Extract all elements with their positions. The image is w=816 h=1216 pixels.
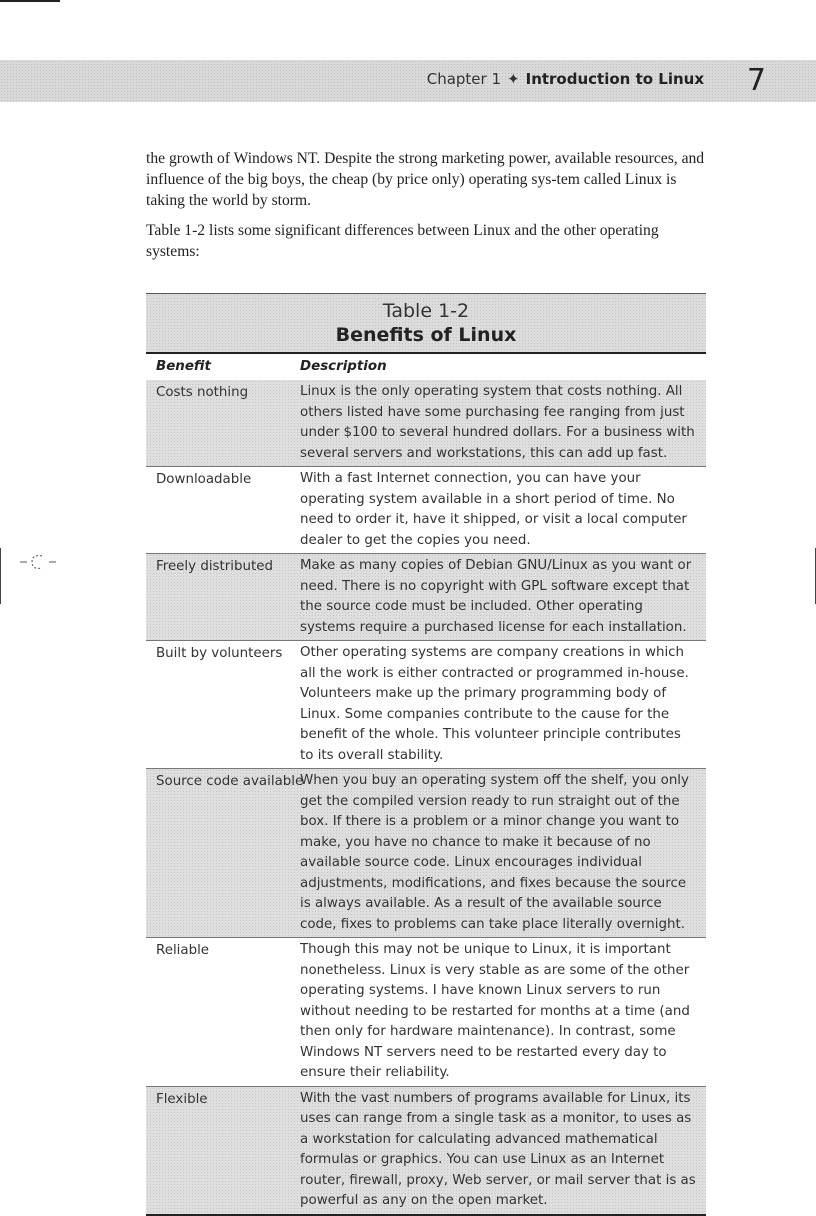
description-cell: With a fast Internet connection, you can have your operating system available in a short period of time. No need to order it, have it shipped, or visit a local computer dealer to get the copies you need. [300, 471, 687, 548]
table-number: Table 1-2 [382, 300, 470, 322]
column-header-benefit: Benefit [156, 359, 211, 374]
registration-mark-icon [18, 552, 58, 572]
column-header-description: Description [300, 359, 387, 374]
table-body [146, 380, 706, 1216]
description-cell: Linux is the only operating system that costs nothing. All others listed have some purchasing fee ranging from just under $100 to several hundred dollars. For a business with several servers and workstations, this can add up fast. [300, 384, 695, 461]
table-caption [146, 293, 706, 354]
table-row [146, 769, 706, 938]
left-crop-mark [0, 548, 1, 604]
chapter-label: Chapter 1 [426, 70, 502, 88]
top-crop-rule [0, 0, 60, 2]
description-cell: With the vast numbers of programs available for Linux, its uses can range from a single task as a monitor, to uses as a workstation for calculating advanced mathematical formulas or graphics. You can use Linux as an Internet router, firewall, proxy, Web server, or mail server that is as powerful as any on the open market. [300, 1090, 696, 1208]
description-cell: Other operating systems are company creations in which all the work is either contracted or programmed in-house. Volunteers make up the primary programming body of Linux. Some companies contribute to the cause for the benefit of the whole. This volunteer principle contributes to its overall stability. [300, 645, 689, 763]
table-row [146, 1087, 706, 1214]
table-row [146, 380, 706, 467]
benefit-cell: Built by volunteers [156, 646, 283, 661]
description-cell: When you buy an operating system off the shelf, you only get the compiled version ready to run straight out of the box. If there is a problem or a minor change you want to make, you have no chance to make it because of no available source code. Linux encourages individual adjustments, modifications, and fixes because the source is always available. As a result of the available source code, fixes to problems can take place literally overnight. [300, 773, 689, 932]
description-cell: Though this may not be unique to Linux, it is important nonetheless. Linux is very stable as are some of the other operating systems. I have known Linux servers to run without needing to be restarted for months at a time (and then only for hardware maintenance). In contrast, some Windows NT servers need to be restarted every day to ensure their reliability. [300, 942, 690, 1080]
description-cell: Make as many copies of Debian GNU/Linux as you want or need. There is no copyright with GPL software except that the source code must be included. Other operating systems require a purchased license for each installation. [300, 558, 692, 635]
benefit-cell: Costs nothing [156, 385, 249, 400]
table-column-headers [146, 356, 706, 380]
table-row [146, 554, 706, 641]
body-paragraph: the growth of Windows NT. Despite the strong marketing power, available resources, and influence of the big boys, the cheap (by price only) operating sys-tem called Linux is taking the world by storm. [146, 150, 705, 209]
benefit-cell: Flexible [156, 1091, 208, 1107]
separator-icon: ✦ [507, 70, 520, 88]
table-row [146, 467, 706, 554]
page-number: 7 [746, 63, 766, 98]
table-row [146, 641, 706, 769]
body-paragraph: Table 1-2 lists some significant differences between Linux and the other operating systems: [146, 222, 659, 260]
benefit-cell: Source code available [156, 774, 304, 789]
benefit-cell: Downloadable [156, 472, 252, 487]
table-row [146, 938, 706, 1087]
running-header [427, 70, 704, 88]
benefit-cell: Freely distributed [156, 559, 273, 574]
section-title: Introduction to Linux [525, 70, 704, 88]
benefit-cell: Reliable [156, 943, 210, 958]
table-title: Benefits of Linux [335, 324, 517, 346]
